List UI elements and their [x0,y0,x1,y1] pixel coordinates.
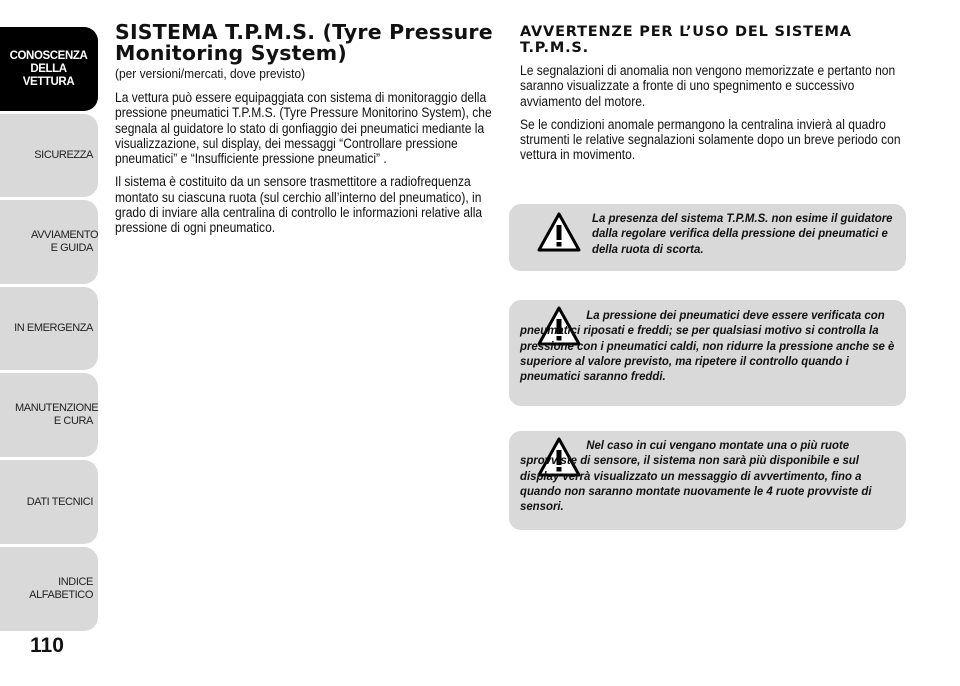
left-column [115,22,500,244]
tab-label: INDICE ALFABETICO [29,576,93,601]
warning-text: La pressione dei pneumatici deve essere verificata con pneumatici riposati e freddi; se per qualsiasi motivo si controlla la pressione con i pneumatici caldi, non ridurre la pressione anche se è superiore al valore previsto, ma ripetere il controllo quando i pneumatici saranno freddi. [520,308,895,384]
tab-label: IN EMERGENZA [14,322,93,334]
body-paragraph: Se le condizioni anomale permangono la centralina invierà al quadro strumenti le relative segnalazioni solamente dopo un breve periodo con vettura in movimento. [520,116,901,163]
warning-triangle-icon [537,212,581,252]
tab-dati-tecnici[interactable] [0,460,98,544]
tab-conoscenza-della-vettura[interactable] [0,27,98,111]
page-number: 110 [30,634,64,657]
tab-in-emergenza[interactable] [0,287,98,370]
warning-box [509,300,906,406]
tab-sicurezza[interactable] [0,114,98,197]
right-column [520,24,910,171]
section-subtitle: (per versioni/mercati, dove previsto) [115,66,306,81]
tab-label: SICUREZZA [34,149,93,161]
tab-label: MANUTENZIONE E CURA [15,402,99,427]
tab-label: AVVIAMENTO E GUIDA [31,229,99,254]
warnings-title: AVVERTENZE PER L’USO DEL SISTEMA T.P.M.S. [520,24,852,56]
body-paragraph: Il sistema è costituito da un sensore trasmettitore a radiofrequenza montato su ciascuna ruota (sul cerchio all’interno del pneumatico), in grado di inviare alla centralina di controllo le informazioni relative alla pressione di ogni pneumatico. [115,174,483,236]
body-paragraph: Le segnalazioni di anomalia non vengono memorizzate e pertanto non saranno visualizzate a fronte di uno spegnimento e successivo avviamento del motore. [520,63,896,109]
tab-label: DATI TECNICI [26,495,93,508]
tab-manutenzione-e-cura[interactable] [0,373,98,457]
warning-box [509,431,906,530]
tab-label: CONOSCENZA DELLA VETTURA [9,49,88,88]
chapter-sidebar [0,0,100,686]
warning-box [509,204,906,271]
tab-indice-alfabetico[interactable] [0,547,98,631]
tab-avviamento-e-guida[interactable] [0,200,98,284]
section-title: SISTEMA T.P.M.S. (Tyre Pressure Monitoring System) [115,20,493,65]
warning-text: La presenza del sistema T.P.M.S. non esime il guidatore dalla regolare verifica della pressione dei pneumatici e della ruota di scorta. [592,211,893,256]
body-paragraph: La vettura può essere equipaggiata con sistema di monitoraggio della pressione pneumatici T.P.M.S. (Tyre Pressure Monitorino System), che segnala al guidatore lo stato di gonfiaggio dei pneumatici mediante la visualizzazione, sul display, dei messaggi “Controllare pressione pneumatici” e “Insufficiente pressione pneumatici” . [115,90,492,167]
warning-text: Nel caso in cui vengano montate una o più ruote sprovviste di sensore, il sistema non sarà più disponibile e sul display verrà visualizzato un messaggio di avvertimento, fino a quando non saranno montate nuovamente le 4 ruote provviste di sensori. [520,438,872,514]
